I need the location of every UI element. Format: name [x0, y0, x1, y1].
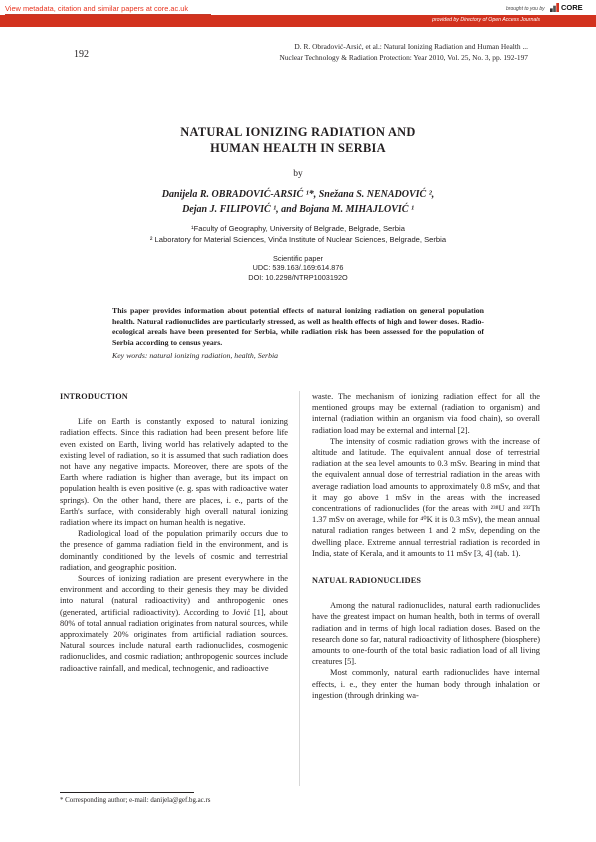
running-head [208, 41, 528, 63]
footnote-rule [60, 792, 194, 793]
authors-line-2: Dejan J. FILIPOVIĆ ¹, and Bojana M. MIHAJLOVIĆ ¹ [182, 203, 414, 215]
page-number: 192 [74, 49, 89, 60]
brought-by-label: brought to you by [506, 6, 545, 12]
section-heading-radionuclides: NATUAL RADIONUCLIDES [312, 576, 422, 586]
paper-metadata [0, 254, 596, 282]
keywords: Key words: natural ionizing radiation, health, Serbia [112, 351, 279, 360]
running-head-authors: D. R. Obradović-Arsić, et al.: Natural Ionizing Radiation and Human Health ... [294, 42, 528, 51]
paragraph: The intensity of cosmic radiation grows with the increase of altitude and latitude. The equivalent annual dose of terrestrial radiation at the sea level amounts to 0.3 mSv. Bearing in mind that the equivalent annual dose of terrestrial radiation in the areas with average radiation load amounts to approximately 0.8 mSv, and that it may go above 1 mSv in the areas with the increased concentrations of radionuclides (for the areas with ²³⁸U and ²³²Th 1.37 mSv on average, while for ⁴⁰K it is 0.3 mSv), the mean annual natural radiation ranges between 1 and 2 mSv, depending on the dwelling place. Extreme annual terrestrial radiation is recorded in India, state of Kerala, and it amounts to 11 mSv [3, 4] (tab. 1). [312, 436, 540, 558]
paragraph: Sources of ionizing radiation are present everywhere in the environment and according to their genesis they may be divided into natural (natural radioactivity) and anthropogenic ones (generated, artificial radioactivity). According to Jović [1], about 80% of total annual radiation originates from natural sources, while approximately 20% originates from artificial radiation sources. Natural sources include natural earth radionuclides, cosmogenic radionuclides, and cosmic radiation; anthropogenic sources include radioactive rainfall, and medical, technogenic, and radioactive [60, 574, 288, 673]
paragraph: Among the natural radionuclides, natural earth radionuclides have the greatest impact on human health, both in terms of overall radiation and in terms of high local radiation doses. Based on the research done so far, natural radioactivity of lithosphere (biosphere) amounts to one-fourth of the total basic radiation load of all living creatures [5]. [312, 601, 540, 667]
udc-code: UDC: 539.163/.169:614.876 [252, 263, 344, 273]
paper-title [0, 124, 596, 156]
column-divider [299, 391, 300, 786]
by-label: by [293, 169, 303, 179]
paragraph: Radiological load of the population primarily occurs due to the presence of gamma radiation field in the environment, and is dominantly conditioned by the levels of cosmic and terrestrial radiation, and geographic position. [60, 529, 288, 572]
abstract: This paper provides information about potential effects of natural ionizing radiation on general population health. Natural radionuclides are particularly stressed, as well as health effects of high and lower doses. Radio-ecological areals have been presented for Serbia, while radiation risk has been assessed for the population of Serbia according to census years. [112, 306, 484, 347]
corresponding-author-footnote: * Corresponding author; e-mail: danijela@gef.bg.ac.rs [60, 797, 211, 804]
right-column [312, 391, 540, 701]
paragraph: Life on Earth is constantly exposed to natural ionizing radiation effects. Since this radiation had been present before life even existed on Earth, living world has relatively adapted to the existing level of radiation, so it is assumed that such radiation does not have any negative impacts. Moreover, there are spots of the Earth where radiation is higher than average, but its impact on population health is even positive (e. g. spas with radioactive water springs). On the other hand, there are places, i. e., parts of the Earth's surface, with considerably high overall natural ionizing radiation where its impact on human health is negative. [60, 417, 288, 528]
core-logo[interactable] [550, 3, 583, 12]
authors-line-1: Danijela R. OBRADOVIĆ-ARSIĆ ¹*, Snežana S. NENADOVIĆ ², [161, 189, 435, 200]
provider-banner [0, 15, 596, 27]
running-head-journal: Nuclear Technology & Radiation Protection: Year 2010, Vol. 25, No. 3, pp. 192-197 [279, 53, 528, 62]
provided-by-link[interactable]: provided by Directory of Open Access Journals [432, 17, 540, 23]
doi[interactable]: DOI: 10.2298/NTRP1003192O [248, 272, 348, 282]
title-line-1: NATURAL IONIZING RADIATION AND [180, 125, 416, 139]
paragraph: waste. The mechanism of ionizing radiation effect for all the mentioned groups may be external (radiation to organism) and internal (radiation within an organism via food chain), so overall radiation load may be external and internal [2]. [312, 392, 540, 435]
spacer [312, 559, 540, 575]
paragraph: Most commonly, natural earth radionuclides have internal effects, i. e., they enter the human body through inhalation or ingestion (through drinking wa- [312, 668, 540, 700]
section-heading-introduction: INTRODUCTION [60, 392, 128, 401]
affiliation-2: ² Laboratory for Material Sciences, Vinča Institute of Nuclear Sciences, Belgrade, Serbia [149, 235, 447, 244]
core-logo-icon [550, 3, 559, 12]
affiliation-1: ¹Faculty of Geography, University of Belgrade, Belgrade, Serbia [191, 224, 405, 233]
author-list [0, 188, 596, 217]
view-metadata-link[interactable]: View metadata, citation and similar papers at core.ac.uk [5, 4, 189, 13]
title-line-2: HUMAN HEALTH IN SERBIA [210, 141, 386, 155]
core-logo-label: CORE [561, 3, 583, 12]
left-column [60, 391, 288, 674]
paper-type: Scientific paper [273, 254, 323, 263]
